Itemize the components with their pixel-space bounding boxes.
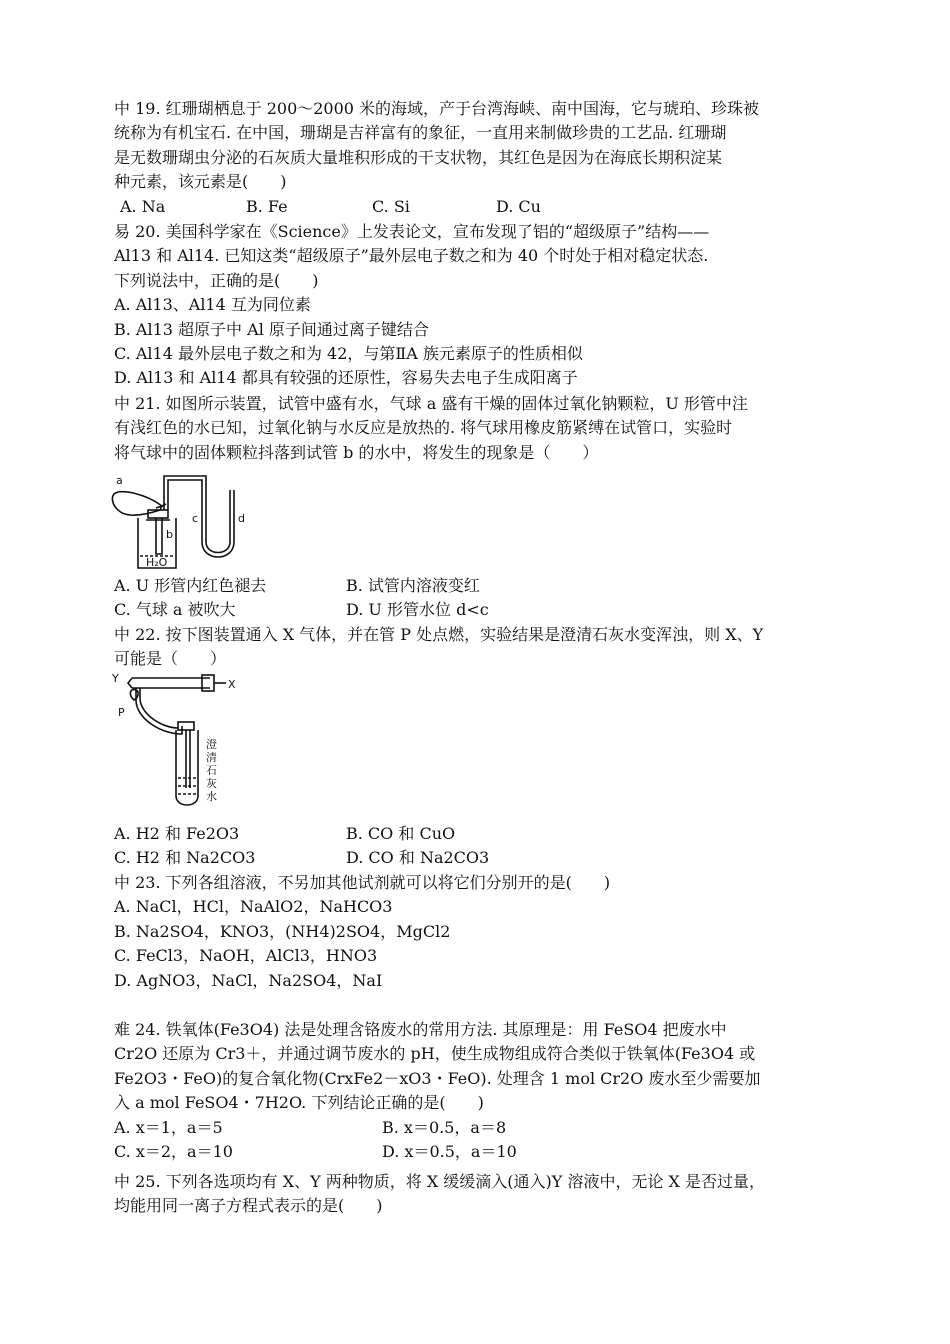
question-25-line: 均能用同一离子方程式表示的是( )	[114, 1196, 383, 1216]
option-d: D. x＝0.5，a＝10	[382, 1141, 517, 1161]
question-20	[114, 220, 838, 391]
balloon-shape	[112, 492, 162, 516]
option-d: D. U 形管水位 d<c	[346, 600, 489, 620]
label-y: Y	[112, 672, 119, 685]
question-19-line: 是无数珊瑚虫分泌的石灰质大量堆积形成的干支状物，其红色是因为在海底长期积淀某	[114, 147, 723, 167]
gas-reaction-figure	[110, 670, 245, 810]
question-21-line: 中 21. 如图所示装置，试管中盛有水，气球 a 盛有干燥的固体过氧化钠颗粒，U 形管中注	[114, 394, 748, 413]
option-c: C. H2 和 Na2CO3	[114, 848, 256, 868]
option-a: A. U 形管内红色褪去	[114, 576, 267, 595]
option-b: B. Na2SO4，KNO3，(NH4)2SO4，MgCl2	[114, 921, 451, 941]
option-d: D. Al13 和 Al14 都具有较强的还原性，容易失去电子生成阳离子	[114, 368, 578, 388]
question-21-options	[114, 574, 838, 623]
option-a: A. H2 和 Fe2O3	[114, 824, 240, 843]
question-25-line: 中 25. 下列各选项均有 X、Y 两种物质，将 X 缓缓滴入(通入)Y 溶液中，无论 X 是否过量，	[114, 1172, 766, 1191]
question-25	[114, 1170, 838, 1219]
option-d: D. AgNO3，NaCl，Na2SO4，NaI	[114, 970, 383, 990]
label-p: P	[118, 706, 125, 719]
question-19-options	[114, 195, 838, 219]
option-a: A. Al13、Al14 互为同位素	[114, 295, 311, 315]
question-20-line: Al13 和 Al14. 已知这类“超级原子”最外层电子数之和为 40 个时处于相对稳定状态.	[114, 246, 709, 266]
balloon-test-tube-figure	[110, 470, 250, 574]
option-c: C. 气球 a 被吹大	[114, 600, 236, 620]
question-23-line: 中 23. 下列各组溶液，不另加其他试剂就可以将它们分别开的是( )	[114, 873, 611, 892]
option-b: B. 试管内溶液变红	[346, 576, 480, 595]
delivery-tube	[164, 476, 206, 526]
question-20-line: 易 20. 美国科学家在《Science》上发表论文，宣布发现了铝的“超级原子”结构——	[114, 222, 710, 241]
option-a: A. Na	[120, 196, 166, 216]
question-24-line: Cr2O 还原为 Cr3＋，并通过调节废水的 pH，使生成物组成符合类似于铁氧体(Fe3O4 或	[114, 1044, 756, 1064]
option-b: B. Al13 超原子中 Al 原子间通过离子键结合	[114, 319, 429, 339]
question-21-line: 有浅红色的水已知，过氧化钠与水反应是放热的. 将气球用橡皮筋紧缚在试管口，实验时	[114, 418, 733, 438]
option-d: D. Cu	[496, 196, 541, 216]
question-24-line: 入 a mol FeSO4・7H2O. 下列结论正确的是( )	[114, 1093, 484, 1113]
option-c: C. Al14 最外层电子数之和为 42，与第ⅡA 族元素原子的性质相似	[114, 343, 583, 363]
question-19-line: 中 19. 红珊瑚栖息于 200～2000 米的海域，产于台湾海峡、南中国海，它与琥珀、珍珠被	[114, 99, 760, 118]
option-b: B. CO 和 CuO	[346, 824, 456, 843]
question-20-line: 下列说法中，正确的是( )	[114, 270, 319, 290]
option-c: C. FeCl3，NaOH，AlCl3，HNO3	[114, 946, 378, 966]
tube-stopper	[178, 722, 194, 730]
label-d: d	[238, 512, 245, 525]
question-21	[114, 392, 838, 465]
question-24	[114, 1018, 838, 1164]
label-a: a	[116, 474, 123, 487]
question-22	[114, 623, 838, 672]
label-x: X	[228, 678, 236, 691]
option-a: A. NaCl，HCl，NaAlO2，NaHCO3	[114, 897, 393, 917]
label-b: b	[166, 528, 173, 541]
question-19-line: 种元素，该元素是( )	[114, 172, 287, 192]
question-19-line: 统称为有机宝石. 在中国，珊瑚是吉祥富有的象征，一直用来制做珍贵的工艺品. 红珊瑚	[114, 123, 727, 143]
label-limewater: 石	[206, 764, 217, 777]
option-c: C. Si	[372, 196, 410, 216]
question-21-line: 将气球中的固体颗粒抖落到试管 b 的水中，将发生的现象是（ ）	[114, 442, 599, 462]
option-b: B. x＝0.5，a＝8	[382, 1117, 507, 1137]
inner-tube-b	[156, 518, 162, 554]
question-19	[114, 97, 838, 219]
question-24-line: Fe2O3・FeO)的复合氧化物(CrxFe2－xO3・FeO). 处理含 1 mol Cr2O 废水至少需要加	[114, 1068, 761, 1088]
horizontal-tube	[128, 678, 210, 688]
label-limewater: 灰	[206, 777, 217, 790]
question-22-line: 中 22. 按下图装置通入 X 气体，并在管 P 处点燃，实验结果是澄清石灰水变浑浊，则 X、Y	[114, 625, 764, 644]
label-c: c	[192, 512, 199, 525]
question-24-line: 难 24. 铁氧体(Fe3O4) 法是处理含铬废水的常用方法. 其原理是：用 FeSO4 把废水中	[114, 1020, 727, 1039]
label-limewater: 水	[206, 790, 217, 803]
label-limewater: 澄	[206, 738, 217, 751]
option-a: A. x＝1，a＝5	[114, 1117, 223, 1137]
label-limewater: 清	[206, 751, 217, 764]
option-b: B. Fe	[246, 196, 288, 216]
question-23	[114, 871, 838, 993]
label-h2o: H₂O	[146, 556, 168, 569]
flame	[130, 689, 138, 700]
question-22-options	[114, 822, 838, 871]
question-22-line: 可能是（ ）	[114, 649, 227, 669]
option-c: C. x＝2，a＝10	[114, 1141, 233, 1161]
option-d: D. CO 和 Na2CO3	[346, 848, 490, 868]
